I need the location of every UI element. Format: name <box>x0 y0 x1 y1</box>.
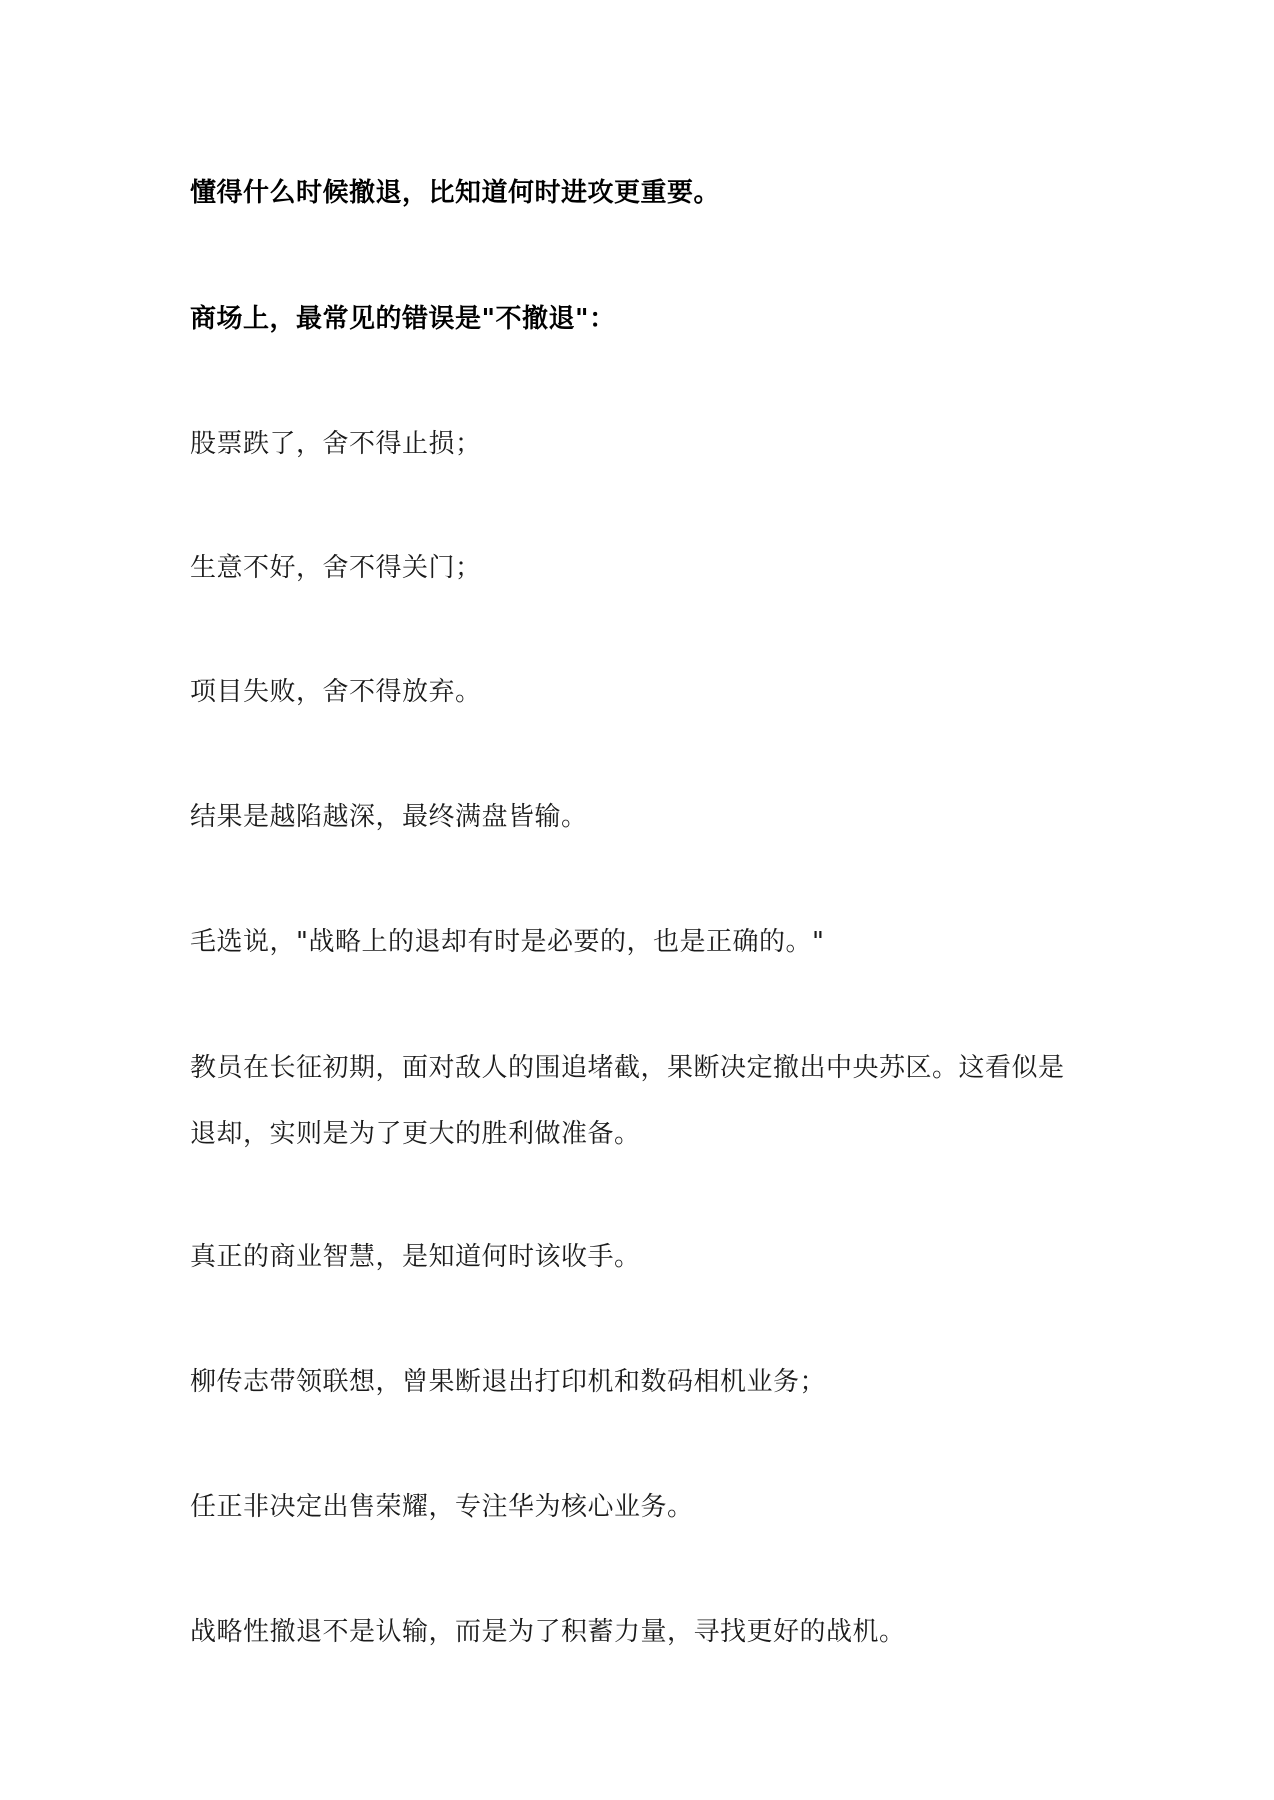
paragraph-8: 教员在长征初期，面对敌人的围追堵截，果断决定撤出中央苏区。这看似是退却，实则是为了更大的胜利做准备。 <box>190 1053 1065 1149</box>
paragraph-2-heading: 商场上，最常见的错误是"不撤退"： <box>190 304 616 334</box>
paragraph-3: 股票跌了，舍不得止损； <box>190 429 482 459</box>
paragraph-4: 生意不好，舍不得关门； <box>190 553 482 583</box>
paragraph-9: 真正的商业智慧，是知道何时该收手。 <box>190 1242 641 1272</box>
paragraph-7: 毛选说，"战略上的退却有时是必要的，也是正确的。" <box>190 927 825 957</box>
paragraph-5: 项目失败，舍不得放弃。 <box>190 677 482 707</box>
paragraph-12: 战略性撤退不是认输，而是为了积蓄力量，寻找更好的战机。 <box>190 1617 906 1647</box>
paragraph-11: 任正非决定出售荣耀，专注华为核心业务。 <box>190 1492 694 1522</box>
paragraph-6: 结果是越陷越深，最终满盘皆输。 <box>190 802 588 832</box>
paragraph-1-heading: 懂得什么时候撤退，比知道何时进攻更重要。 <box>190 178 721 208</box>
paragraph-10: 柳传志带领联想，曾果断退出打印机和数码相机业务； <box>190 1367 827 1397</box>
